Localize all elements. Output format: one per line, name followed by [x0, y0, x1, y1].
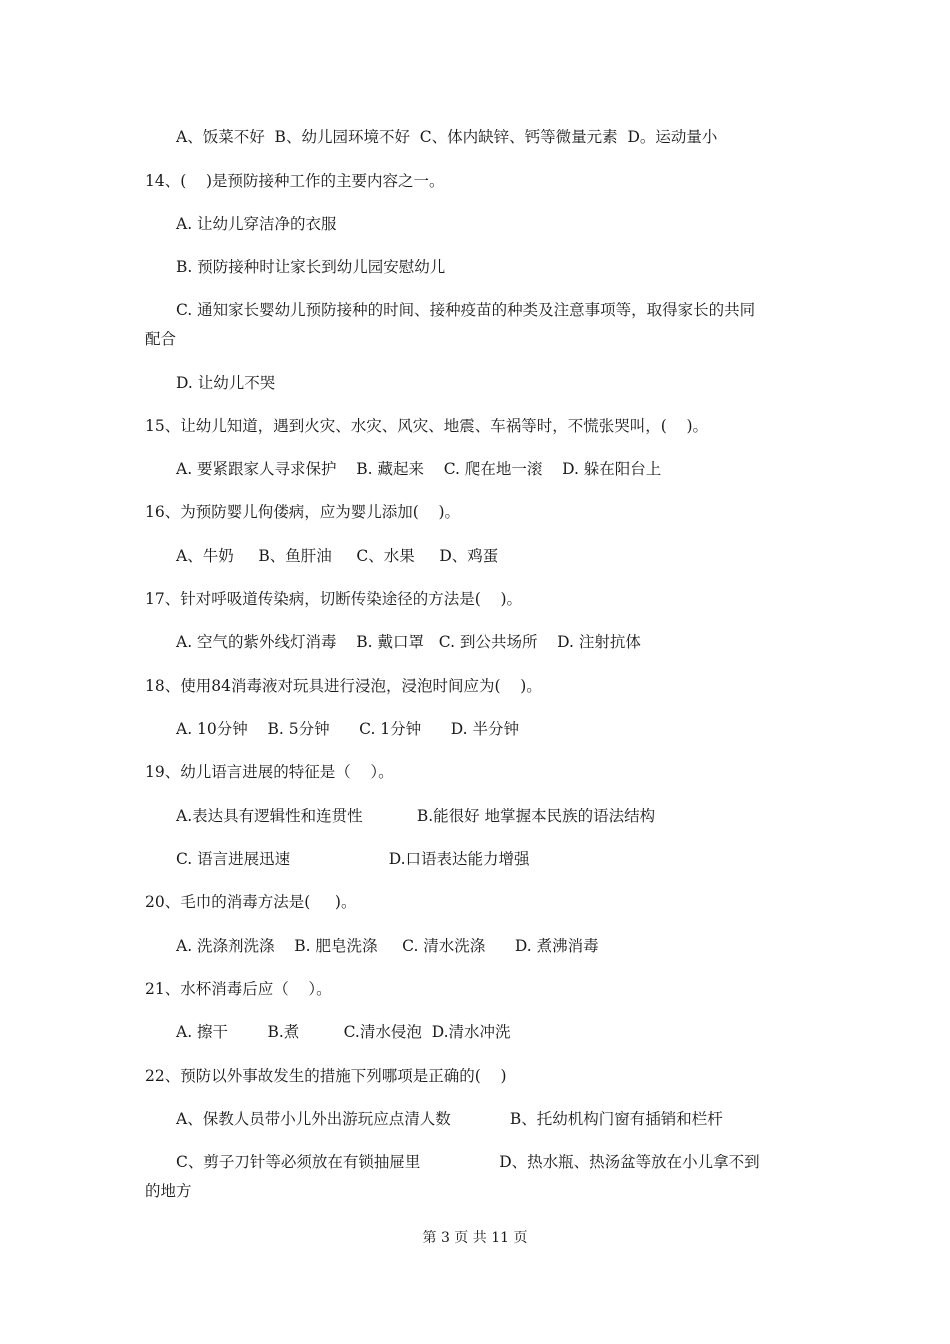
q14-option-b: B. 预防接种时让家长到幼儿园安慰幼儿 — [176, 258, 446, 276]
q14-option-a: A. 让幼儿穿洁净的衣服 — [176, 215, 337, 233]
q16-options: A、牛奶 B、鱼肝油 C、水果 D、鸡蛋 — [176, 547, 499, 565]
q14-option-d: D. 让幼儿不哭 — [176, 374, 276, 392]
q20-options: A. 洗涤剂洗涤 B. 肥皂洗涤 C. 清水洗涤 D. 煮沸消毒 — [176, 937, 599, 955]
q13-options: A、饭菜不好 B、幼儿园环境不好 C、体内缺锌、钙等微量元素 D。运动量小 — [176, 128, 718, 146]
question-20: 20、毛巾的消毒方法是( )。 — [145, 893, 357, 911]
q19-options-cd: C. 语言进展迅速 D.口语表达能力增强 — [176, 850, 530, 868]
q22-options-ab: A、保教人员带小儿外出游玩应点清人数 B、托幼机构门窗有插销和栏杆 — [176, 1110, 723, 1128]
question-17: 17、针对呼吸道传染病，切断传染途径的方法是( )。 — [145, 590, 523, 608]
q14-option-c-cont: 配合 — [145, 330, 177, 348]
question-19: 19、幼儿语言进展的特征是（ ）。 — [145, 763, 394, 781]
q14-option-c: C. 通知家长婴幼儿预防接种的时间、接种疫苗的种类及注意事项等，取得家长的共同 — [176, 301, 756, 319]
page-footer: 第 3 页 共 11 页 — [422, 1230, 528, 1246]
question-18: 18、使用84消毒液对玩具进行浸泡，浸泡时间应为( )。 — [145, 677, 542, 695]
question-16: 16、为预防婴儿佝偻病，应为婴儿添加( )。 — [145, 503, 461, 521]
question-21: 21、水杯消毒后应（ ）。 — [145, 980, 332, 998]
q22-option-d-cont: 的地方 — [145, 1182, 192, 1200]
q21-options: A. 擦干 B.煮 C.清水侵泡 D.清水冲洗 — [176, 1023, 511, 1041]
q15-options: A. 要紧跟家人寻求保护 B. 藏起来 C. 爬在地一滚 D. 躲在阳台上 — [176, 460, 662, 478]
q17-options: A. 空气的紫外线灯消毒 B. 戴口罩 C. 到公共场所 D. 注射抗体 — [176, 633, 641, 651]
question-15: 15、让幼儿知道，遇到火灾、水灾、风灾、地震、车祸等时，不慌张哭叫，( )。 — [145, 417, 709, 435]
q18-options: A. 10分钟 B. 5分钟 C. 1分钟 D. 半分钟 — [176, 720, 519, 738]
question-14: 14、( )是预防接种工作的主要内容之一。 — [145, 172, 445, 190]
q19-options-ab: A.表达具有逻辑性和连贯性 B.能很好 地掌握本民族的语法结构 — [176, 807, 656, 825]
question-22: 22、预防以外事故发生的措施下列哪项是正确的( ) — [145, 1067, 507, 1085]
q22-options-cd: C、剪子刀针等必须放在有锁抽屉里 D、热水瓶、热汤盆等放在小儿拿不到 — [176, 1153, 760, 1171]
